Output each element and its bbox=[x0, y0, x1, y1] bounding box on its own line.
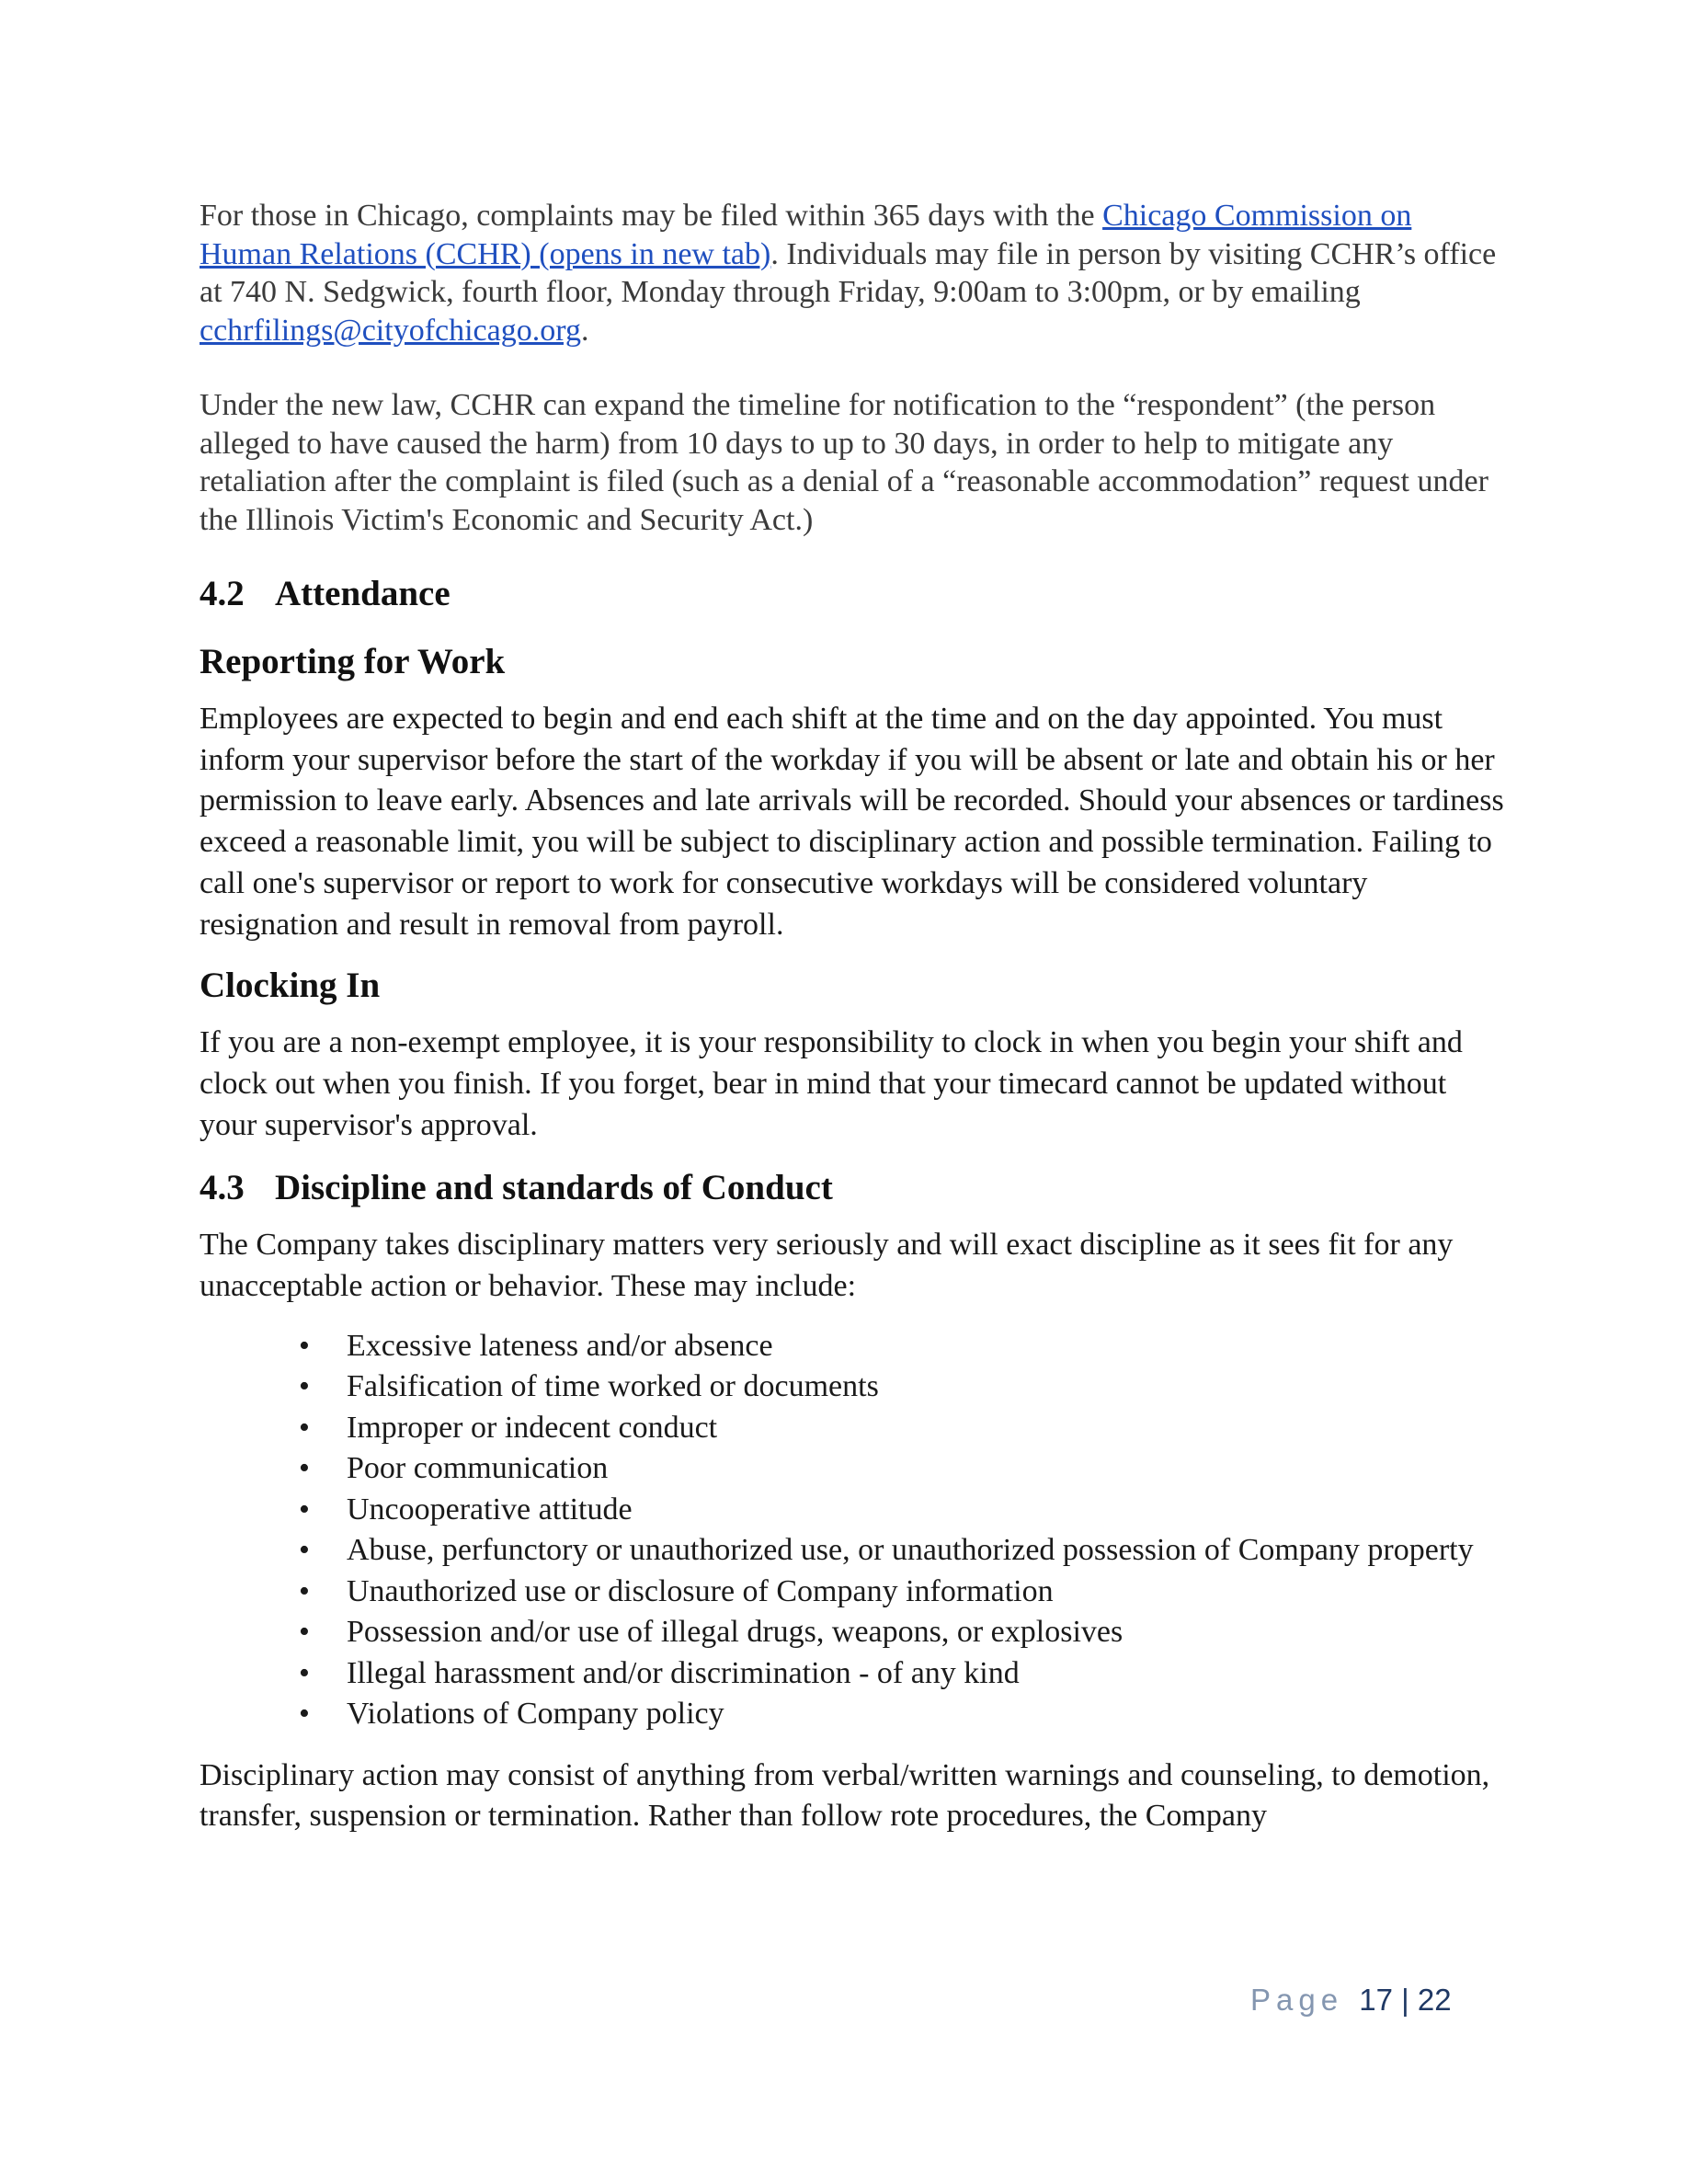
page-content bbox=[200, 197, 1505, 1837]
cchr-link[interactable]: Chicago Commission on Human Relations (CCHR) (opens in new tab) bbox=[200, 199, 1412, 271]
intro-text-cont: . Individuals may file in person by visiting CCHR’s office at 740 N. Sedgwick, fourth floor, Monday through Friday, 9:00am to 3:00pm, or by emailing bbox=[200, 236, 1497, 309]
intro-paragraph-2: Under the new law, CCHR can expand the timeline for notification to the “respondent” (the person alleged to have caused the harm) from 10 days to up to 30 days, in order to help to mitigate any retaliation after the complaint is filed (such as a denial of a “reasonable accommodation” request under the Illinois Victim's Economic and Security Act.) bbox=[200, 388, 1488, 537]
page-label: Page bbox=[1250, 1983, 1344, 2017]
reporting-heading: Reporting for Work bbox=[200, 642, 506, 681]
list-item: • Abuse, perfunctory or unauthorized use, or unauthorized possession of Company property bbox=[299, 1530, 1505, 1572]
clocking-heading: Clocking In bbox=[200, 966, 381, 1006]
bullet-icon: • bbox=[299, 1451, 310, 1486]
total-pages: 22 bbox=[1417, 1983, 1452, 2017]
section-title: Attendance bbox=[275, 574, 451, 613]
bullet-icon: • bbox=[299, 1697, 310, 1732]
section-4-3-heading bbox=[200, 1166, 1505, 1210]
bullet-icon: • bbox=[299, 1573, 310, 1608]
bullet-icon: • bbox=[299, 1492, 310, 1527]
list-item: • Uncooperative attitude bbox=[299, 1490, 1505, 1531]
page-separator: | bbox=[1401, 1983, 1409, 2017]
page-number: 17 bbox=[1359, 1983, 1393, 2017]
list-item: • Possession and/or use of illegal drugs, weapons, or explosives bbox=[299, 1612, 1505, 1653]
section-title: Discipline and standards of Conduct bbox=[275, 1168, 833, 1208]
list-item: • Poor communication bbox=[299, 1448, 1505, 1490]
clocking-paragraph: If you are a non-exempt employee, it is your responsibility to clock in when you begin your shift and clock out when you finish. If you forget, bear in mind that your timecard cannot be updated without your supervisor's approval. bbox=[200, 1025, 1463, 1142]
conduct-list bbox=[200, 1326, 1505, 1735]
list-item: • Falsification of time worked or documents bbox=[299, 1366, 1505, 1408]
discipline-intro: The Company takes disciplinary matters very seriously and will exact discipline as it sees fit for any unacceptable action or behavior. These may include: bbox=[200, 1228, 1454, 1304]
list-item: • Violations of Company policy bbox=[299, 1694, 1505, 1735]
list-item: • Excessive lateness and/or absence bbox=[299, 1326, 1505, 1367]
section-4-2-heading bbox=[200, 572, 1505, 616]
list-item: • Improper or indecent conduct bbox=[299, 1408, 1505, 1449]
section-number: 4.3 bbox=[200, 1168, 245, 1208]
intro-paragraph-1 bbox=[200, 197, 1505, 349]
bullet-icon: • bbox=[299, 1615, 310, 1650]
bullet-icon: • bbox=[299, 1328, 310, 1363]
page-footer bbox=[1250, 1983, 1452, 2018]
list-item: • Unauthorized use or disclosure of Company information bbox=[299, 1572, 1505, 1613]
section-number: 4.2 bbox=[200, 574, 245, 613]
bullet-icon: • bbox=[299, 1533, 310, 1568]
bullet-icon: • bbox=[299, 1655, 310, 1690]
intro-text: For those in Chicago, complaints may be filed within 365 days with the bbox=[200, 199, 1103, 233]
bullet-icon: • bbox=[299, 1410, 310, 1445]
bullet-icon: • bbox=[299, 1369, 310, 1404]
list-item: • Illegal harassment and/or discrimination - of any kind bbox=[299, 1653, 1505, 1695]
intro-text-end: . bbox=[580, 313, 589, 348]
reporting-paragraph: Employees are expected to begin and end each shift at the time and on the day appointed. You must inform your supervisor before the start of the workday if you will be absent or late and obtain his or her permission to leave early. Absences and late arrivals will be recorded. Should your absences or tardiness exceed a reasonable limit, you will be subject to disciplinary action and possible termination. Failing to call one's supervisor or report to work for consecutive workdays will be considered voluntary resignation and result in removal from payroll. bbox=[200, 702, 1504, 942]
discipline-closing: Disciplinary action may consist of anything from verbal/written warnings and counseling, to demotion, transfer, suspension or termination. Rather than follow rote procedures, the Company bbox=[200, 1757, 1490, 1834]
cchr-email-link[interactable]: cchrfilings@cityofchicago.org bbox=[200, 313, 581, 348]
